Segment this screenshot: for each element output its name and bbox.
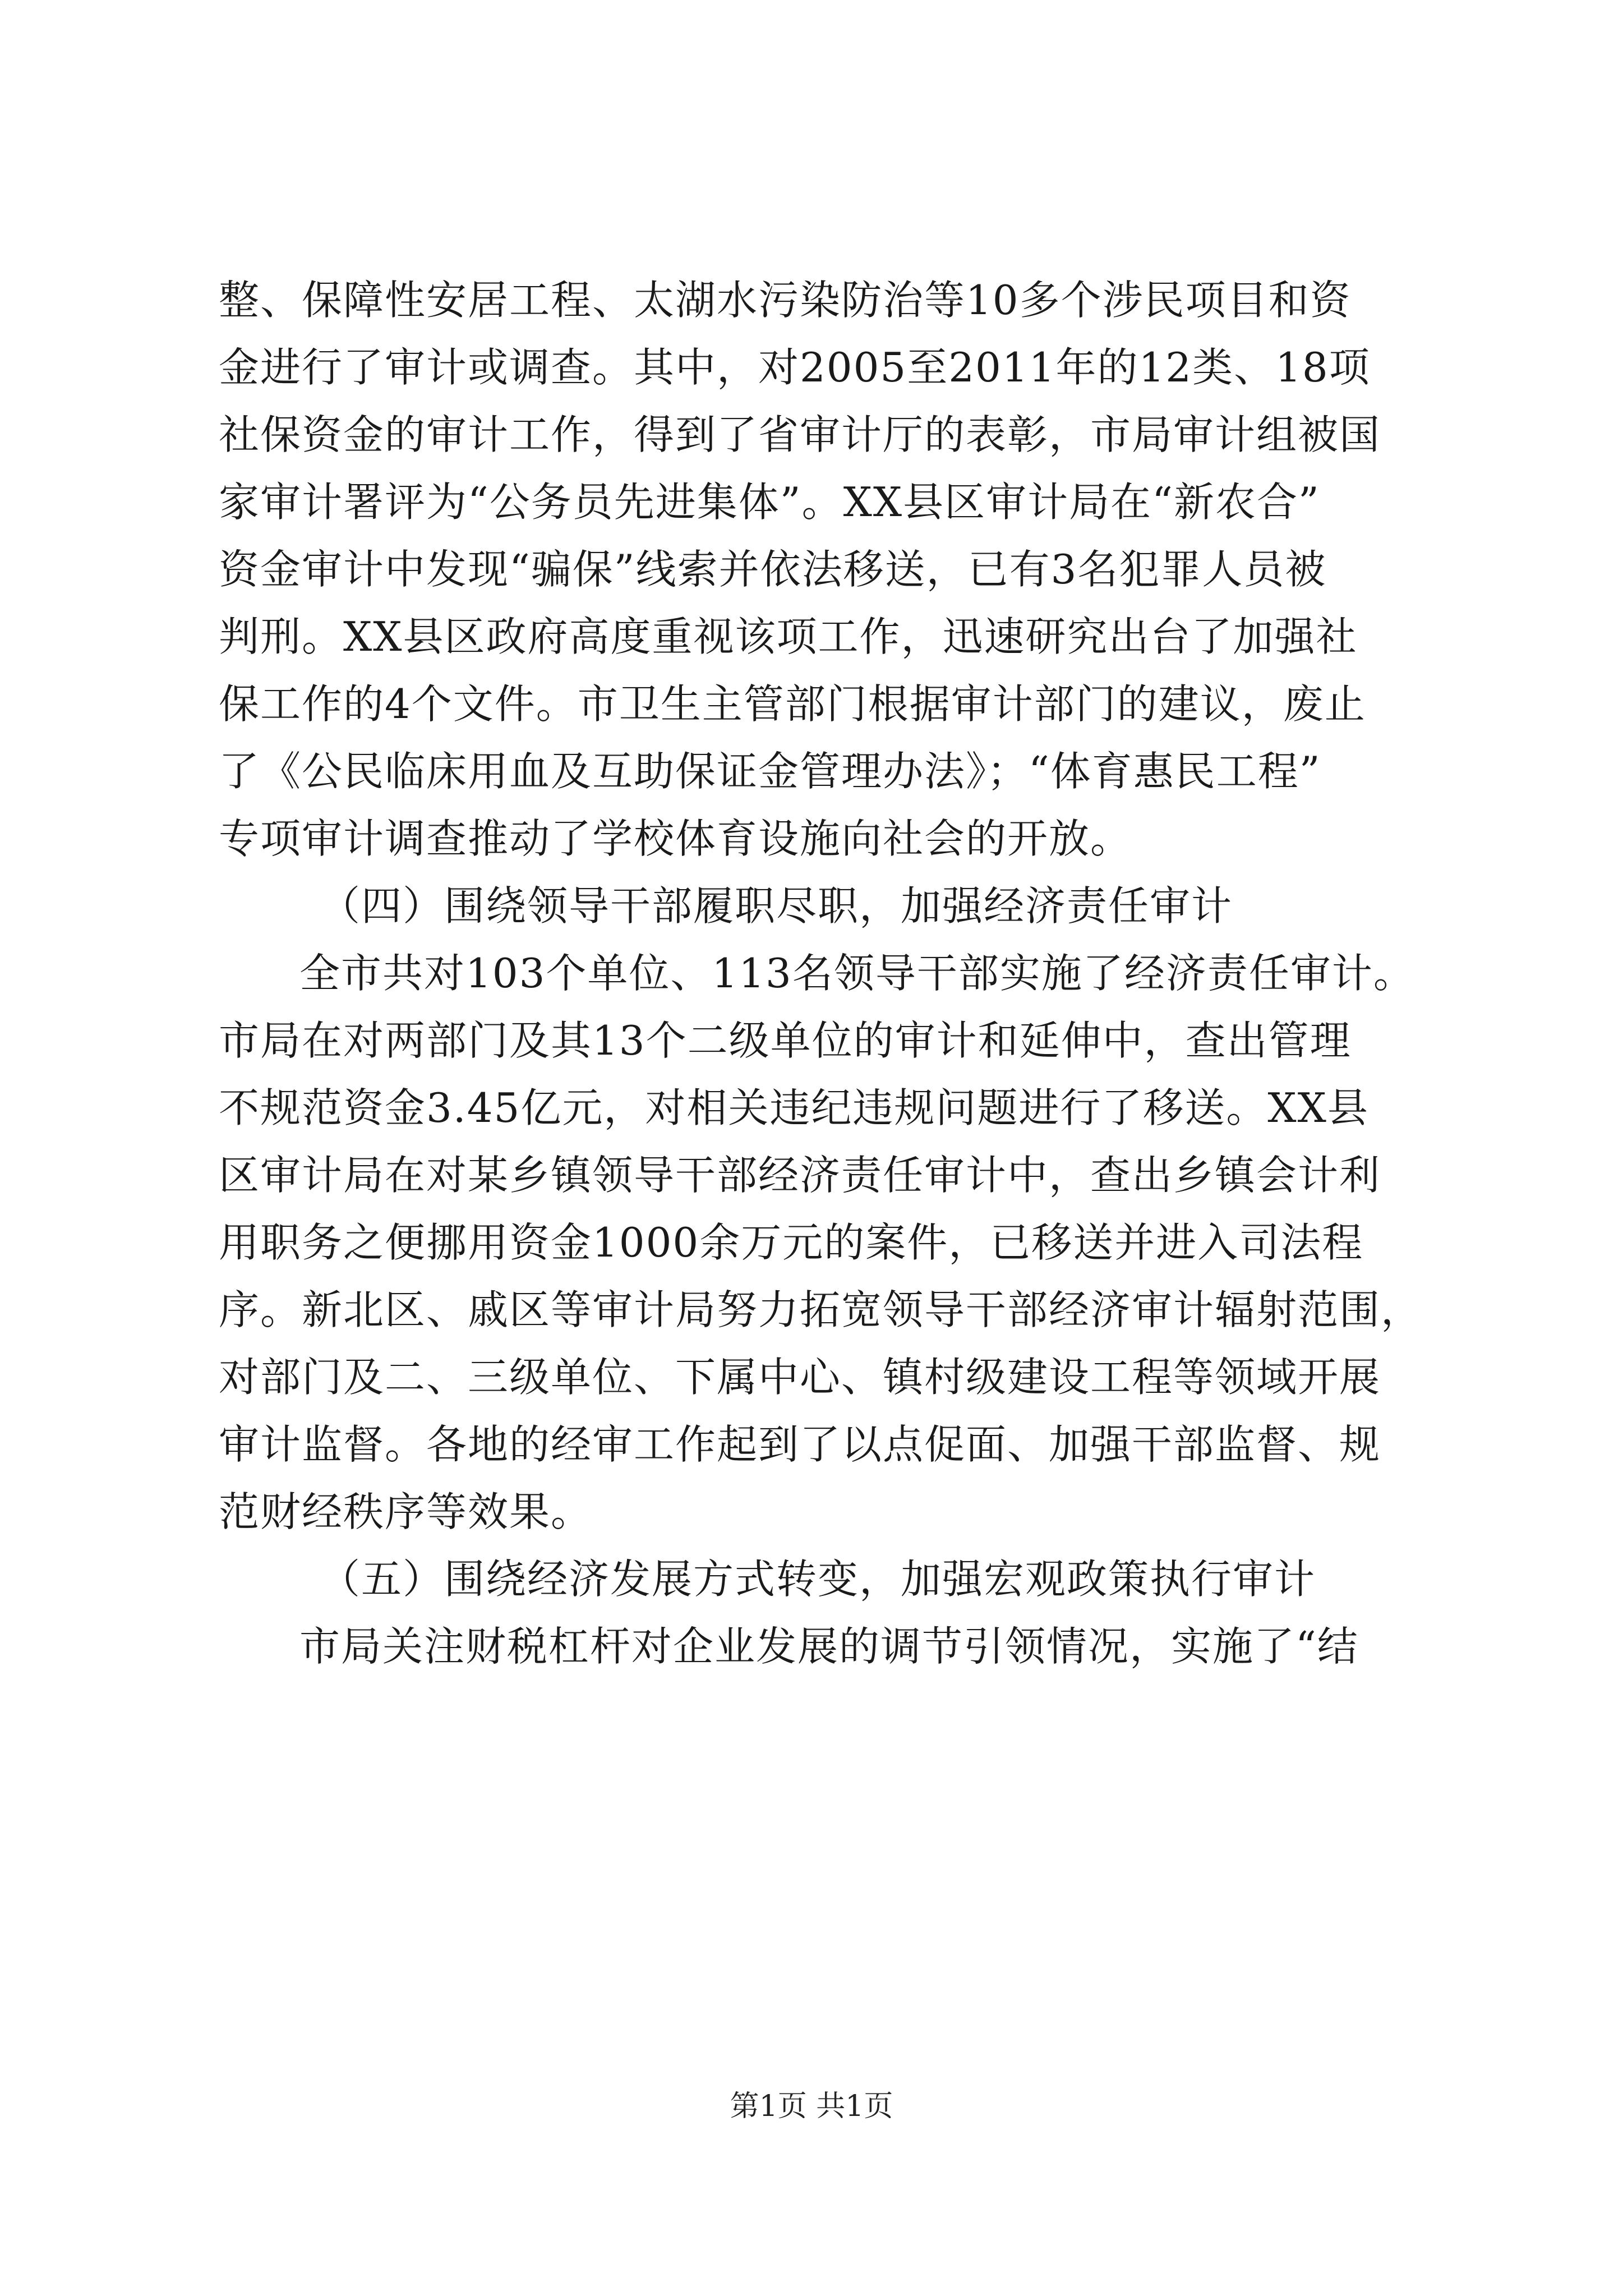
body-line: 不规范资金3.45亿元，对相关违纪违规问题进行了移送。XX县 [219,1084,1369,1131]
body-line: 序。新北区、戚区等审计局努力拓宽领导干部经济审计辐射范围， [219,1286,1423,1333]
body-line: 了《公民临床用血及互助保证金管理办法》；“体育惠民工程” [219,748,1321,795]
body-line: 资金审计中发现“骗保”线索并依法移送，已有3名犯罪人员被 [219,546,1327,593]
section-heading-4: （四）围绕领导干部履职尽职，加强经济责任审计 [320,882,1233,930]
body-line: 整、保障性安居工程、太湖水污染防治等10多个涉民项目和资 [219,277,1352,324]
document-body [219,266,1430,1680]
body-line: 判刑。XX县区政府高度重视该项工作，迅速研究出台了加强社 [219,613,1358,660]
body-line: 用职务之便挪用资金1000余万元的案件，已移送并进入司法程 [219,1219,1364,1266]
paragraph-first-line: 全市共对103个单位、113名领导干部实施了经济责任审计。 [299,950,1415,997]
body-line: 审计监督。各地的经审工作起到了以点促面、加强干部监督、规 [219,1421,1381,1468]
body-line: 区审计局在对某乡镇领导干部经济责任审计中，查出乡镇会计利 [219,1152,1381,1199]
section-heading-5: （五）围绕经济发展方式转变，加强宏观政策执行审计 [320,1556,1316,1603]
body-line: 社保资金的审计工作，得到了省审计厅的表彰，市局审计组被国 [219,411,1381,458]
body-line: 市局在对两部门及其13个二级单位的审计和延伸中，查出管理 [219,1017,1352,1064]
page-number-label: 第1页 共1页 [730,2090,893,2123]
body-line: 家审计署评为“公务员先进集体”。XX县区审计局在“新农合” [219,478,1320,526]
body-line: 专项审计调查推动了学校体育设施向社会的开放。 [219,815,1132,862]
body-line: 金进行了审计或调查。其中，对2005至2011年的12类、18项 [219,344,1371,391]
paragraph-first-line: 市局关注财税杠杆对企业发展的调节引领情况，实施了“结 [299,1623,1359,1670]
body-line: 保工作的4个文件。市卫生主管部门根据审计部门的建议，废止 [219,680,1366,728]
page-footer [0,2087,1623,2126]
body-line: 对部门及二、三级单位、下属中心、镇村级建设工程等领域开展 [219,1354,1381,1401]
body-line: 范财经秩序等效果。 [219,1488,593,1535]
